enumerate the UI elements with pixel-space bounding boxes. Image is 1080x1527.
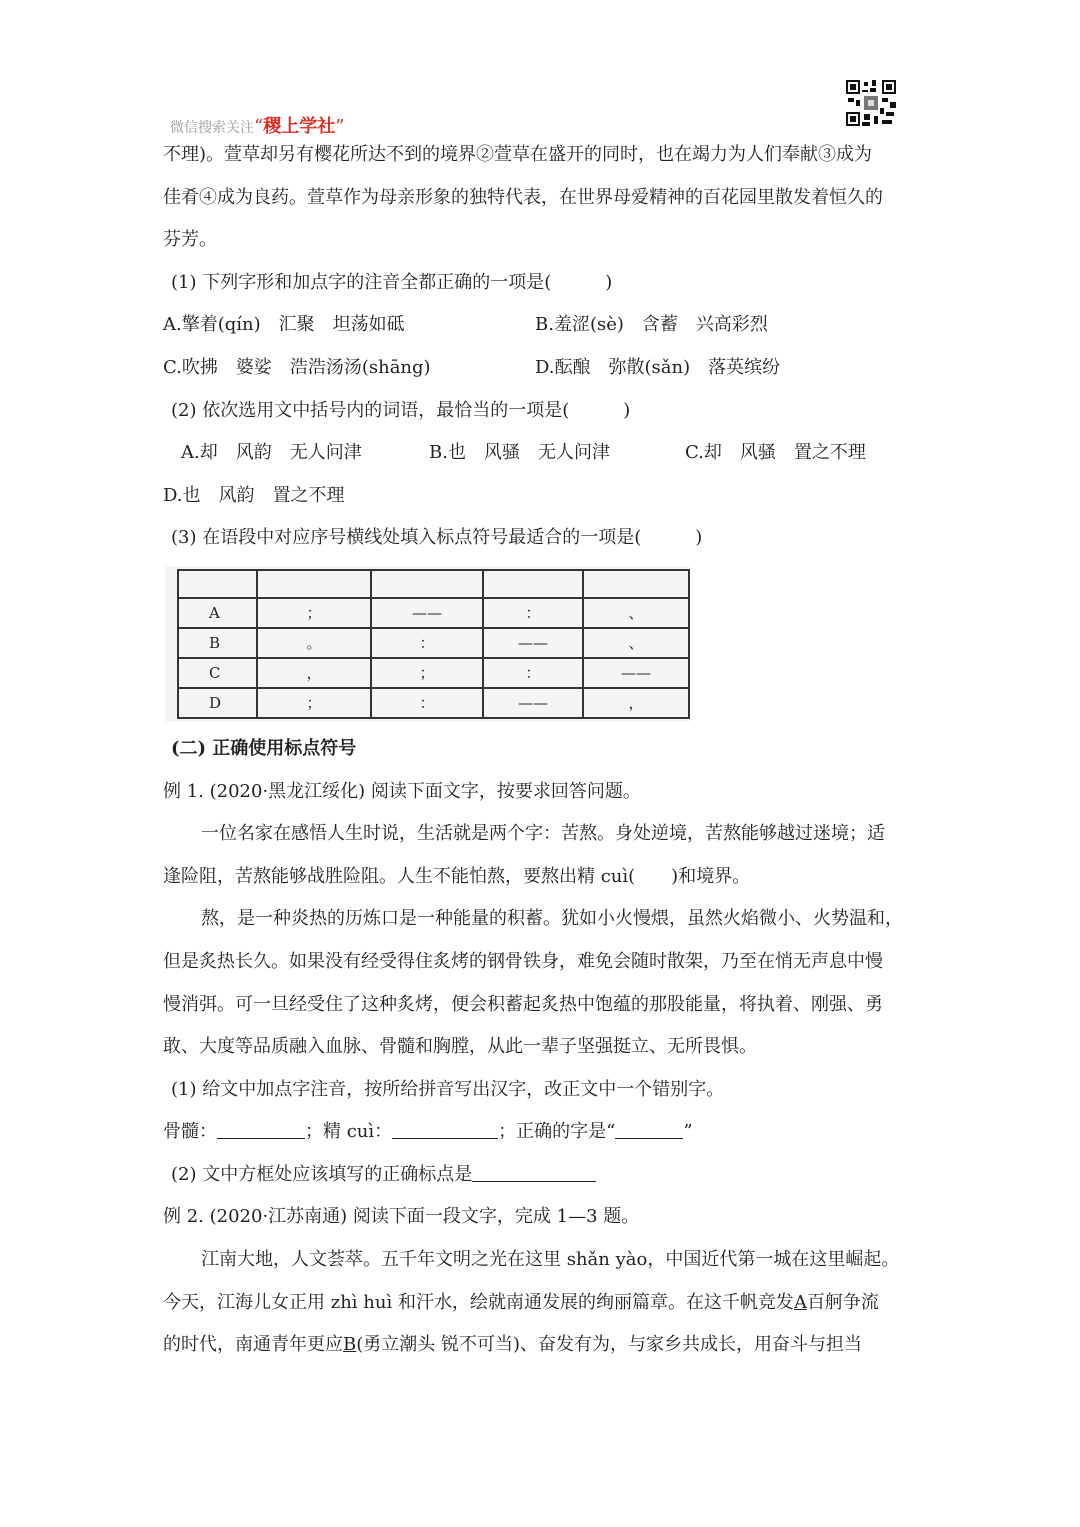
table-cell: ； bbox=[257, 598, 371, 628]
table-cell: D bbox=[178, 688, 257, 718]
paragraph-line bbox=[163, 1324, 923, 1367]
example-1-question-1: (1) 给文中加点字注音，按所给拼音写出汉字，改正文中一个错别字。 bbox=[171, 1078, 725, 1100]
option-d: D.也 风韵 置之不理 bbox=[163, 484, 345, 506]
fill-label: ” bbox=[683, 1121, 693, 1143]
paragraph-line: 佳肴④成为良药。萱草作为母亲形象的独特代表，在世界母爱精神的百花园里散发着恒久的 bbox=[163, 186, 883, 208]
table-cell: ， bbox=[583, 688, 689, 718]
example-1-question-2 bbox=[163, 1154, 923, 1197]
fill-label: ；精 cuì： bbox=[305, 1121, 393, 1143]
paragraph-line: 江南大地，人文荟萃。五千年文明之光在这里 shǎn yào，中国近代第一城在这里崛起。 bbox=[201, 1249, 900, 1271]
paragraph-line: 不理)。萱草却另有樱花所达不到的境界②萱草在盛开的同时，也在竭力为人们奉献③成为 bbox=[163, 144, 873, 165]
paragraph-line: 芬芳。 bbox=[163, 229, 217, 251]
option-a: A.却 风韵 无人问津 bbox=[181, 442, 362, 464]
table-cell: 。 bbox=[257, 628, 371, 658]
fill-label: ；正确的字是“ bbox=[498, 1121, 616, 1143]
table-cell: ： bbox=[371, 688, 483, 718]
table-cell bbox=[583, 570, 689, 598]
header-open-quote: “ bbox=[254, 116, 264, 137]
option-c: C.却 风骚 置之不理 bbox=[685, 442, 866, 464]
option-d: D.酝酿 弥散(sǎn) 落英缤纷 bbox=[535, 356, 781, 378]
table-cell: ； bbox=[257, 688, 371, 718]
question-text: (2) 文中方框处应该填写的正确标点是 bbox=[171, 1163, 473, 1185]
paragraph-line: 敢、大度等品质融入血脉、骨髓和胸膛，从此一辈子坚强挺立、无所畏惧。 bbox=[163, 1036, 757, 1058]
table-cell: —— bbox=[483, 688, 583, 718]
table-cell: ； bbox=[371, 658, 483, 688]
paragraph-line: 熬，是一种炎热的历炼口是一种能量的积蓄。犹如小火慢煨，虽然火焰微小、火势温和， bbox=[201, 908, 903, 930]
punctuation-table bbox=[177, 569, 690, 719]
table-row bbox=[178, 658, 689, 688]
paragraph-line: 但是炙热长久。如果没有经受得住炙烤的钢骨铁身，难免会随时散架，乃至在悄无声息中慢 bbox=[163, 950, 883, 972]
table-cell bbox=[178, 570, 257, 598]
blank-mark-a: A bbox=[793, 1291, 807, 1313]
answer-blank[interactable] bbox=[392, 1118, 498, 1139]
example-2-title: 例 2. (2020·江苏南通) 阅读下面一段文字，完成 1—3 题。 bbox=[163, 1206, 640, 1228]
question-2-stem: (2) 依次选用文中括号内的词语，最恰当的一项是( ) bbox=[171, 399, 631, 421]
example-1-fill-line bbox=[163, 1111, 923, 1154]
qr-code-icon bbox=[846, 80, 896, 126]
question-2-options-row bbox=[163, 432, 923, 475]
table-cell: 、 bbox=[583, 598, 689, 628]
table-row bbox=[178, 688, 689, 718]
option-a: A.擎着(qín) 汇聚 坦荡如砥 bbox=[163, 314, 405, 336]
answer-blank[interactable] bbox=[615, 1118, 683, 1139]
question-1-stem: (1) 下列字形和加点字的注音全都正确的一项是( ) bbox=[171, 271, 613, 293]
table-cell bbox=[371, 570, 483, 598]
table-row bbox=[178, 628, 689, 658]
fill-label: 骨髓： bbox=[163, 1121, 217, 1143]
table-cell bbox=[483, 570, 583, 598]
option-c: C.吹拂 婆娑 浩浩汤汤(shāng) bbox=[163, 356, 431, 378]
header-prefix: 微信搜索关注 bbox=[170, 120, 254, 136]
question-1-options-row bbox=[163, 347, 923, 390]
table-cell: A bbox=[178, 598, 257, 628]
option-b: B.羞涩(sè) 含蓄 兴高彩烈 bbox=[535, 314, 768, 336]
table-cell: ： bbox=[483, 598, 583, 628]
table-cell: ， bbox=[257, 658, 371, 688]
question-3-stem: (3) 在语段中对应序号横线处填入标点符号最适合的一项是( ) bbox=[171, 527, 703, 549]
punctuation-table-image bbox=[165, 566, 690, 722]
question-1-options-row bbox=[163, 304, 923, 347]
paragraph-line: 一位名家在感悟人生时说，生活就是两个字：苦熬。身处逆境，苦熬能够越过迷境；适 bbox=[201, 823, 885, 845]
blank-mark-b: B bbox=[343, 1334, 357, 1356]
table-cell: C bbox=[178, 658, 257, 688]
option-b: B.也 风骚 无人问津 bbox=[429, 442, 610, 464]
answer-blank[interactable] bbox=[472, 1161, 596, 1182]
paragraph-line: 慢消弭。可一旦经受住了这种炙烤，便会积蓄起炙热中饱蕴的那股能量，将执着、刚强、勇 bbox=[163, 993, 883, 1015]
table-cell: ： bbox=[483, 658, 583, 688]
table-cell: —— bbox=[371, 598, 483, 628]
answer-blank[interactable] bbox=[217, 1118, 305, 1139]
table-cell: —— bbox=[583, 658, 689, 688]
example-1-title: 例 1. (2020·黑龙江绥化) 阅读下面文字，按要求回答问题。 bbox=[163, 780, 641, 802]
page-content bbox=[163, 134, 923, 1367]
table-header-row bbox=[178, 570, 689, 598]
section-heading: (二) 正确使用标点符号 bbox=[171, 737, 357, 759]
table-cell: 、 bbox=[583, 628, 689, 658]
table-cell bbox=[257, 570, 371, 598]
text-run: 的时代，南通青年更应 bbox=[163, 1334, 343, 1356]
paragraph-line: 逢险阻，苦熬能够战胜险阻。人生不能怕熬，要熬出精 cuì( )和境界。 bbox=[163, 865, 751, 887]
table-row bbox=[178, 598, 689, 628]
table-cell: B bbox=[178, 628, 257, 658]
table-cell: —— bbox=[483, 628, 583, 658]
text-run: 百舸争流 bbox=[806, 1291, 879, 1313]
paragraph-line bbox=[163, 1282, 923, 1325]
text-run: 今天，江海儿女正用 zhì huì 和汗水，绘就南通发展的绚丽篇章。在这千帆竞发 bbox=[163, 1291, 794, 1313]
text-run: (勇立潮头 锐不可当)、奋发有为，与家乡共成长，用奋斗与担当 bbox=[356, 1334, 862, 1356]
header-brand: 稷上学社 bbox=[263, 116, 336, 137]
header-close-quote: ” bbox=[335, 116, 345, 137]
table-cell: ： bbox=[371, 628, 483, 658]
